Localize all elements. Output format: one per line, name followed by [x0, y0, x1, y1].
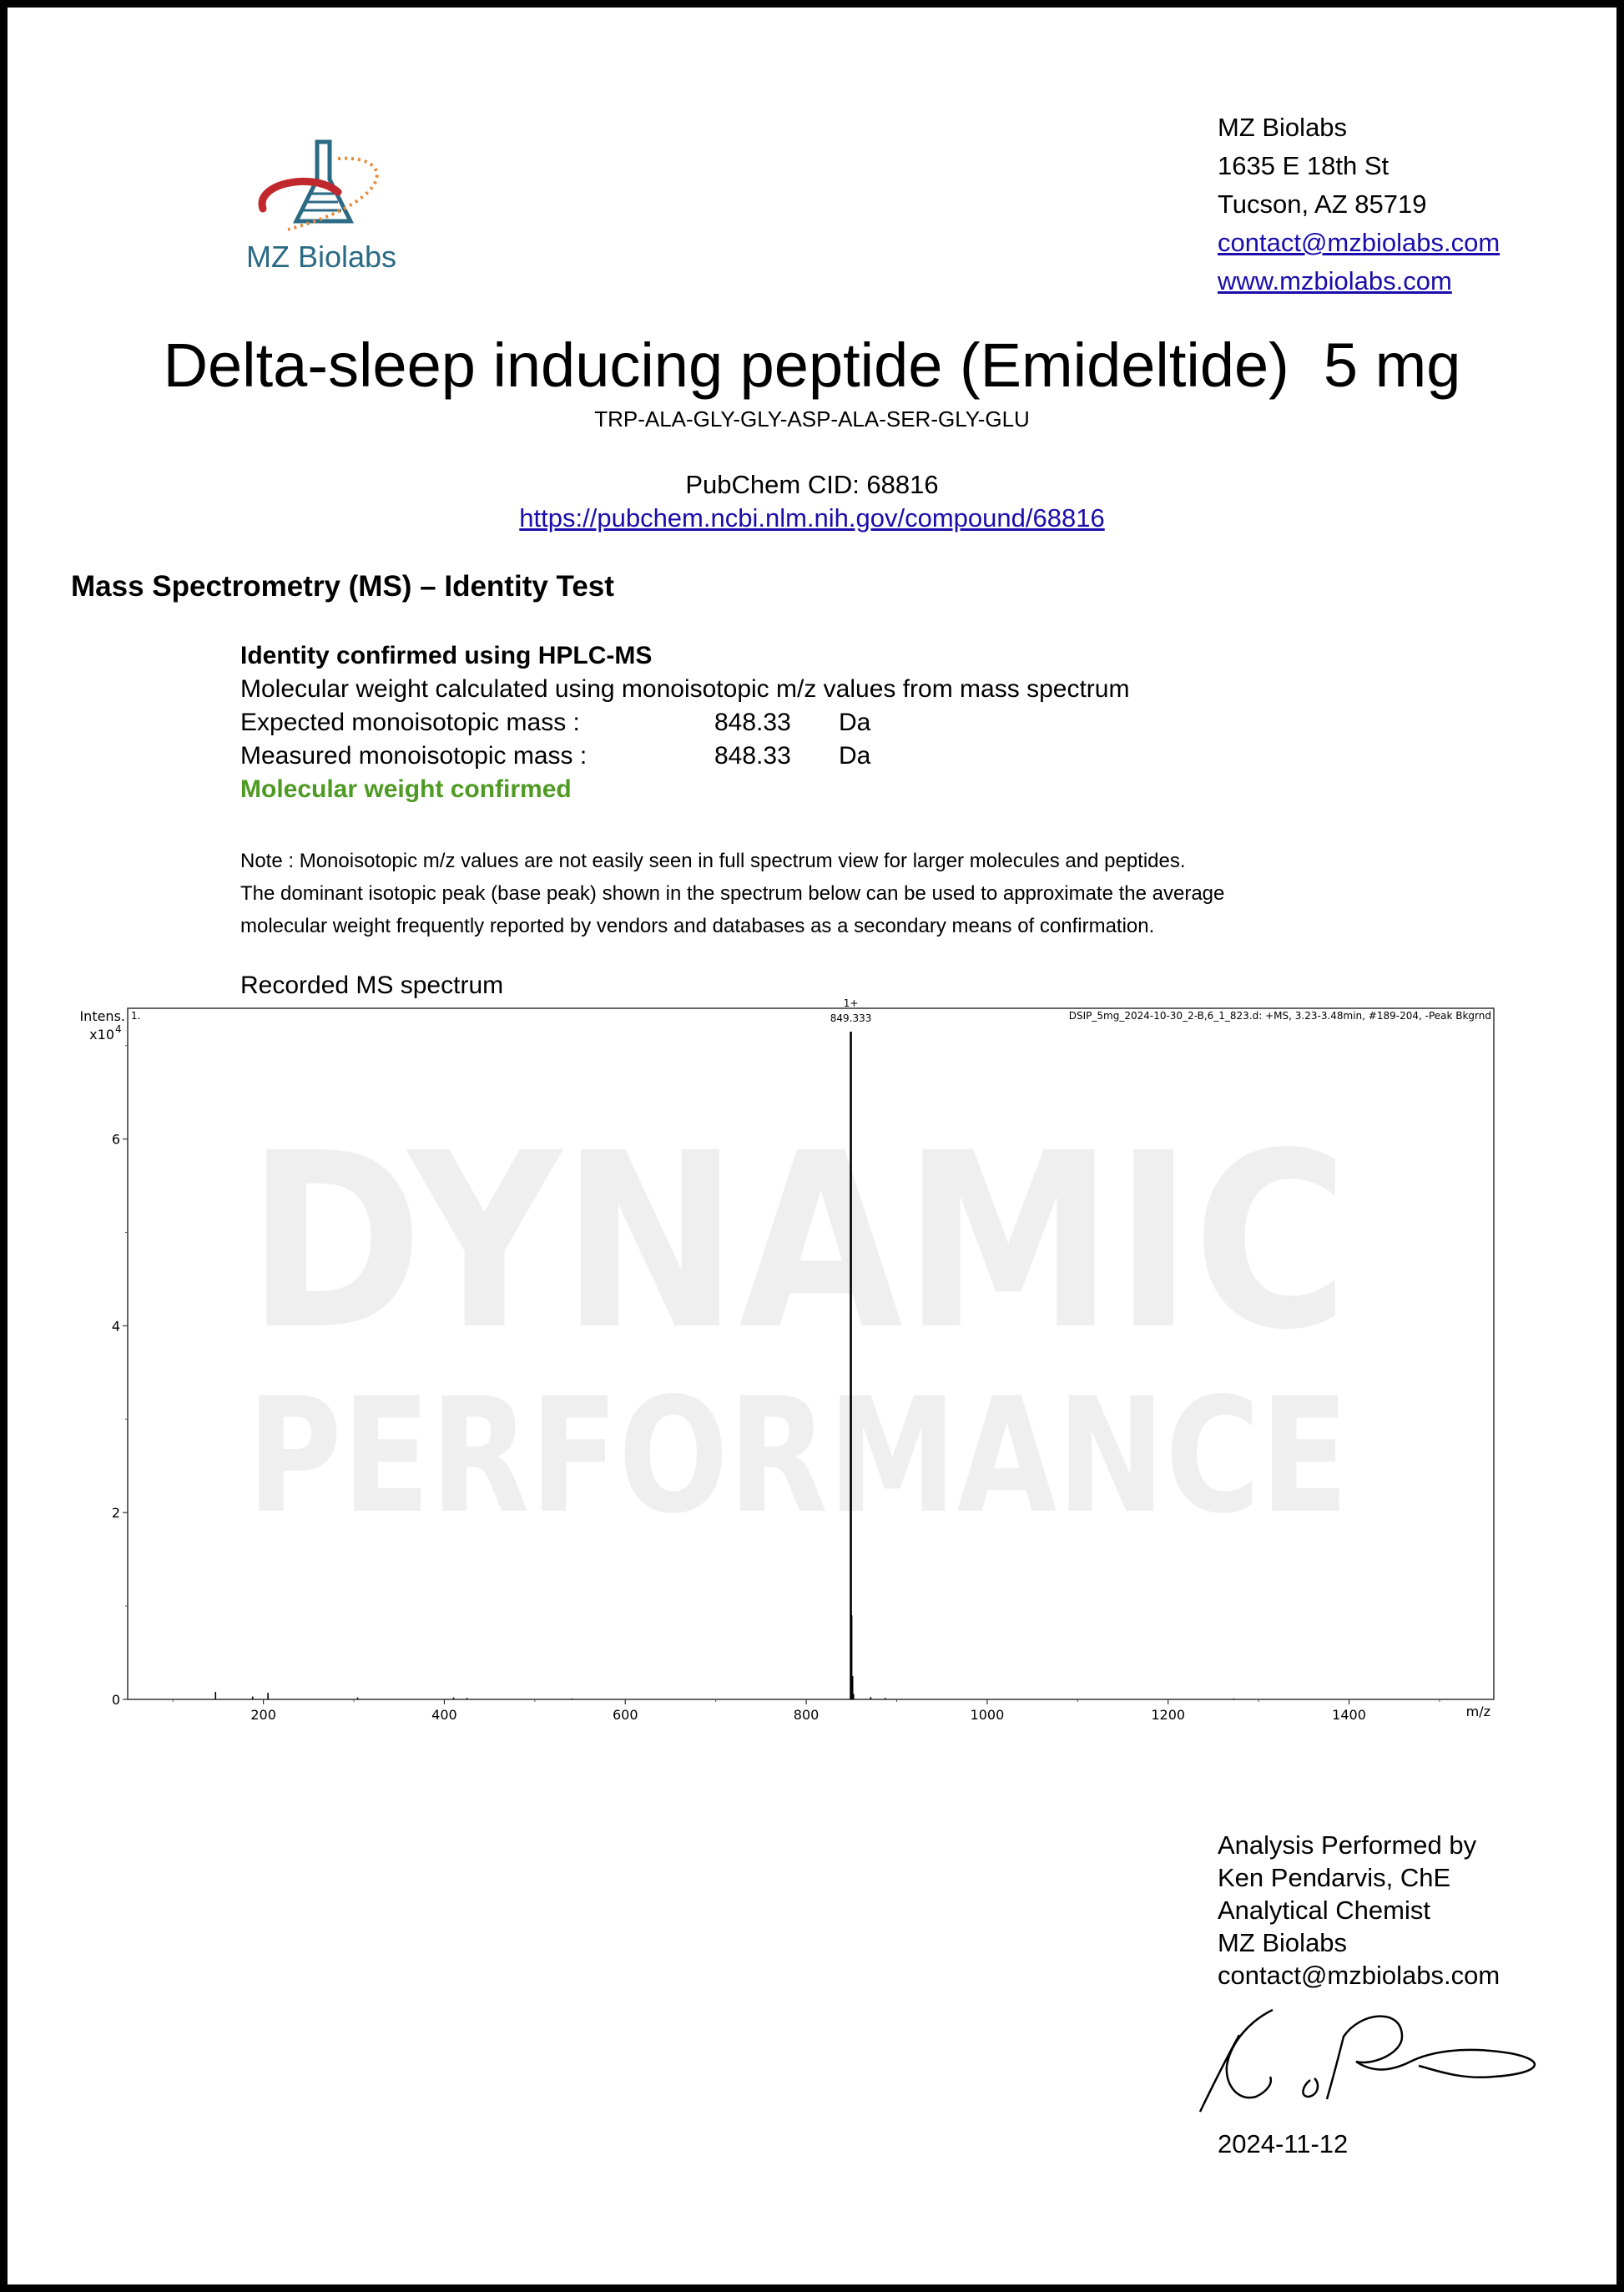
note-line-1: Note : Monoisotopic m/z values are not easily seen in full spectrum view for larger molecules and peptides. — [240, 850, 1186, 872]
measured-mass-unit: Da — [839, 742, 871, 770]
x-tick-label: 1200 — [1151, 1707, 1186, 1723]
measured-mass-value: 848.33 — [714, 742, 791, 770]
pubchem-link[interactable]: https://pubchem.ncbi.nlm.nih.gov/compound/68816 — [519, 503, 1105, 533]
confirmation-result: Molecular weight confirmed — [240, 775, 572, 803]
y-tick-label: 0 — [111, 1692, 120, 1708]
peptide-sequence: TRP-ALA-GLY-GLY-ASP-ALA-SER-GLY-GLU — [594, 406, 1030, 432]
product-title: Delta-sleep inducing peptide (Emideltide) 5 mg — [163, 331, 1461, 400]
spectrum-header: DSIP_5mg_2024-10-30_2-B,6_1_823.d: +MS, 3.23-3.48min, #189-204, -Peak Bkgrnd — [1068, 1010, 1491, 1022]
company-name: MZ Biolabs — [1218, 113, 1348, 142]
expected-mass-value: 848.33 — [714, 709, 791, 736]
handwritten-signature — [1193, 2003, 1552, 2128]
panel-index: 1. — [131, 1010, 141, 1022]
y-scale-label: x10 — [89, 1027, 114, 1043]
x-tick-label: 1000 — [970, 1707, 1005, 1723]
y-tick-label: 6 — [111, 1131, 120, 1148]
expected-mass-unit: Da — [839, 709, 871, 736]
measured-mass-label: Measured monoisotopic mass : — [240, 742, 588, 770]
x-tick-label: 400 — [431, 1707, 457, 1723]
peak-mz-label: 849.333 — [830, 1012, 872, 1024]
pubchem-cid: PubChem CID: 68816 — [685, 470, 939, 499]
y-tick-label: 2 — [111, 1505, 120, 1522]
signoff-company: MZ Biolabs — [1218, 1928, 1348, 1957]
signoff-email: contact@mzbiolabs.com — [1218, 1961, 1500, 1990]
signoff-date: 2024-11-12 — [1218, 2129, 1349, 2158]
note-line-2: The dominant isotopic peak (base peak) shown in the spectrum below can be used to approximate the average — [240, 882, 1225, 905]
city-state-zip: Tucson, AZ 85719 — [1218, 189, 1427, 219]
logo-text: MZ Biolabs — [245, 240, 397, 274]
note-line-3: molecular weight frequently reported by vendors and databases as a secondary means of confirmation. — [240, 915, 1155, 937]
watermark-line-1: DYNAMIC — [247, 1102, 1349, 1383]
x-axis-label: m/z — [1465, 1704, 1490, 1719]
analysis-signoff — [1218, 1829, 1500, 1992]
section-heading: Mass Spectrometry (MS) – Identity Test — [71, 570, 614, 603]
y-tick-label: 4 — [111, 1318, 120, 1335]
y-axis-label: Intens. — [79, 1008, 125, 1024]
signoff-line-1: Analysis Performed by — [1218, 1830, 1477, 1860]
email-link[interactable]: contact@mzbiolabs.com — [1218, 228, 1500, 257]
peak-charge-label: 1+ — [843, 997, 859, 1009]
y-scale-exponent: 4 — [115, 1023, 122, 1035]
spectrum-label: Recorded MS spectrum — [240, 972, 504, 999]
watermark — [247, 1102, 1349, 1548]
x-tick-label: 600 — [612, 1707, 638, 1723]
street-address: 1635 E 18th St — [1218, 151, 1389, 180]
x-tick-label: 1400 — [1332, 1707, 1366, 1723]
identity-description: Molecular weight calculated using monoisotopic m/z values from mass spectrum — [240, 675, 1130, 703]
analyst-title: Analytical Chemist — [1218, 1896, 1430, 1925]
x-tick-label: 800 — [793, 1707, 820, 1723]
website-link[interactable]: www.mzbiolabs.com — [1218, 266, 1452, 295]
watermark-line-2: PERFORMANCE — [247, 1364, 1349, 1548]
analyst-name: Ken Pendarvis, ChE — [1218, 1863, 1451, 1892]
expected-mass-label: Expected monoisotopic mass : — [240, 709, 580, 736]
x-tick-label: 200 — [250, 1707, 276, 1723]
identity-method: Identity confirmed using HPLC-MS — [240, 642, 653, 669]
